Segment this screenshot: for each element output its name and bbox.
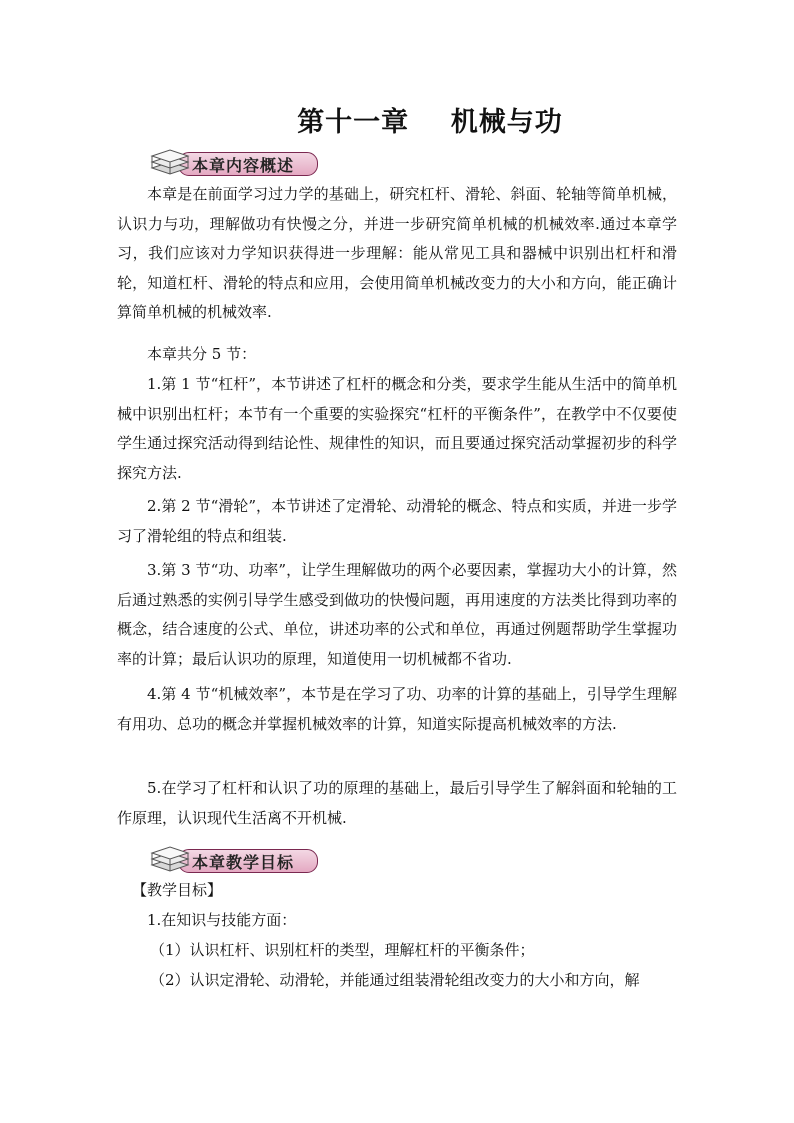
section-item-1: 1.第 1 节“杠杆”，本节讲述了杠杆的概念和分类，要求学生能从生活中的简单机械中识别出杠杆；本节有一个重要的实验探究“杠杆的平衡条件”，在教学中不仅要使学生通过探究活动得到结论性、规律性的知识，而且要通过探究活动掌握初步的科学探究方法. xyxy=(117,375,677,482)
section-heading-overview xyxy=(148,148,320,178)
goal-knowledge-skills: 1.在知识与技能方面： xyxy=(147,911,297,929)
book-stack-icon xyxy=(148,845,192,875)
book-stack-icon xyxy=(148,148,192,178)
chapter-title: 第十一章 机械与功 xyxy=(297,107,563,138)
overview-paragraph: 本章是在前面学习过力学的基础上，研究杠杆、滑轮、斜面、轮轴等简单机械，认识力与功，理解做功有快慢之分，并进一步研究简单机械的机械效率.通过本章学习，我们应该对力学知识获得进一步理解：能从常见工具和器械中识别出杠杆和滑轮，知道杠杆、滑轮的特点和应用，会使用简单机械改变力的大小和方向，能正确计算简单机械的机械效率. xyxy=(117,185,677,322)
section-item-2: 2.第 2 节“滑轮”，本节讲述了定滑轮、动滑轮的概念、特点和实质，并进一步学习了滑轮组的特点和组装. xyxy=(117,497,677,545)
heading-label: 本章内容概述 xyxy=(192,156,295,175)
section-item-4: 4.第 4 节“机械效率”，本节是在学习了功、功率的计算的基础上，引导学生理解有用功、总功的概念并掌握机械效率的计算，知道实际提高机械效率的方法. xyxy=(117,685,677,733)
section-item-3: 3.第 3 节“功、功率”，让学生理解做功的两个必要因素，掌握功大小的计算，然后通过熟悉的实例引导学生感受到做功的快慢问题，再用速度的方法类比得到功率的概念，结合速度的公式、单位，讲述功率的公式和单位，再通过例题帮助学生掌握功率的计算；最后认识功的原理，知道使用一切机械都不省功. xyxy=(117,561,677,668)
heading-label: 本章教学目标 xyxy=(192,853,295,872)
goal-item-2: （2）认识定滑轮、动滑轮，并能通过组装滑轮组改变力的大小和方向，解 xyxy=(150,971,640,989)
section-item-5: 5.在学习了杠杆和认识了功的原理的基础上，最后引导学生了解斜面和轮轴的工作原理，认识现代生活离不开机械. xyxy=(117,779,677,827)
section-count: 本章共分 5 节： xyxy=(147,345,257,363)
goal-item-1: （1）认识杠杆、识别杠杆的类型，理解杠杆的平衡条件； xyxy=(150,941,535,959)
goals-label: 【教学目标】 xyxy=(132,881,223,899)
section-heading-goals xyxy=(148,845,320,875)
